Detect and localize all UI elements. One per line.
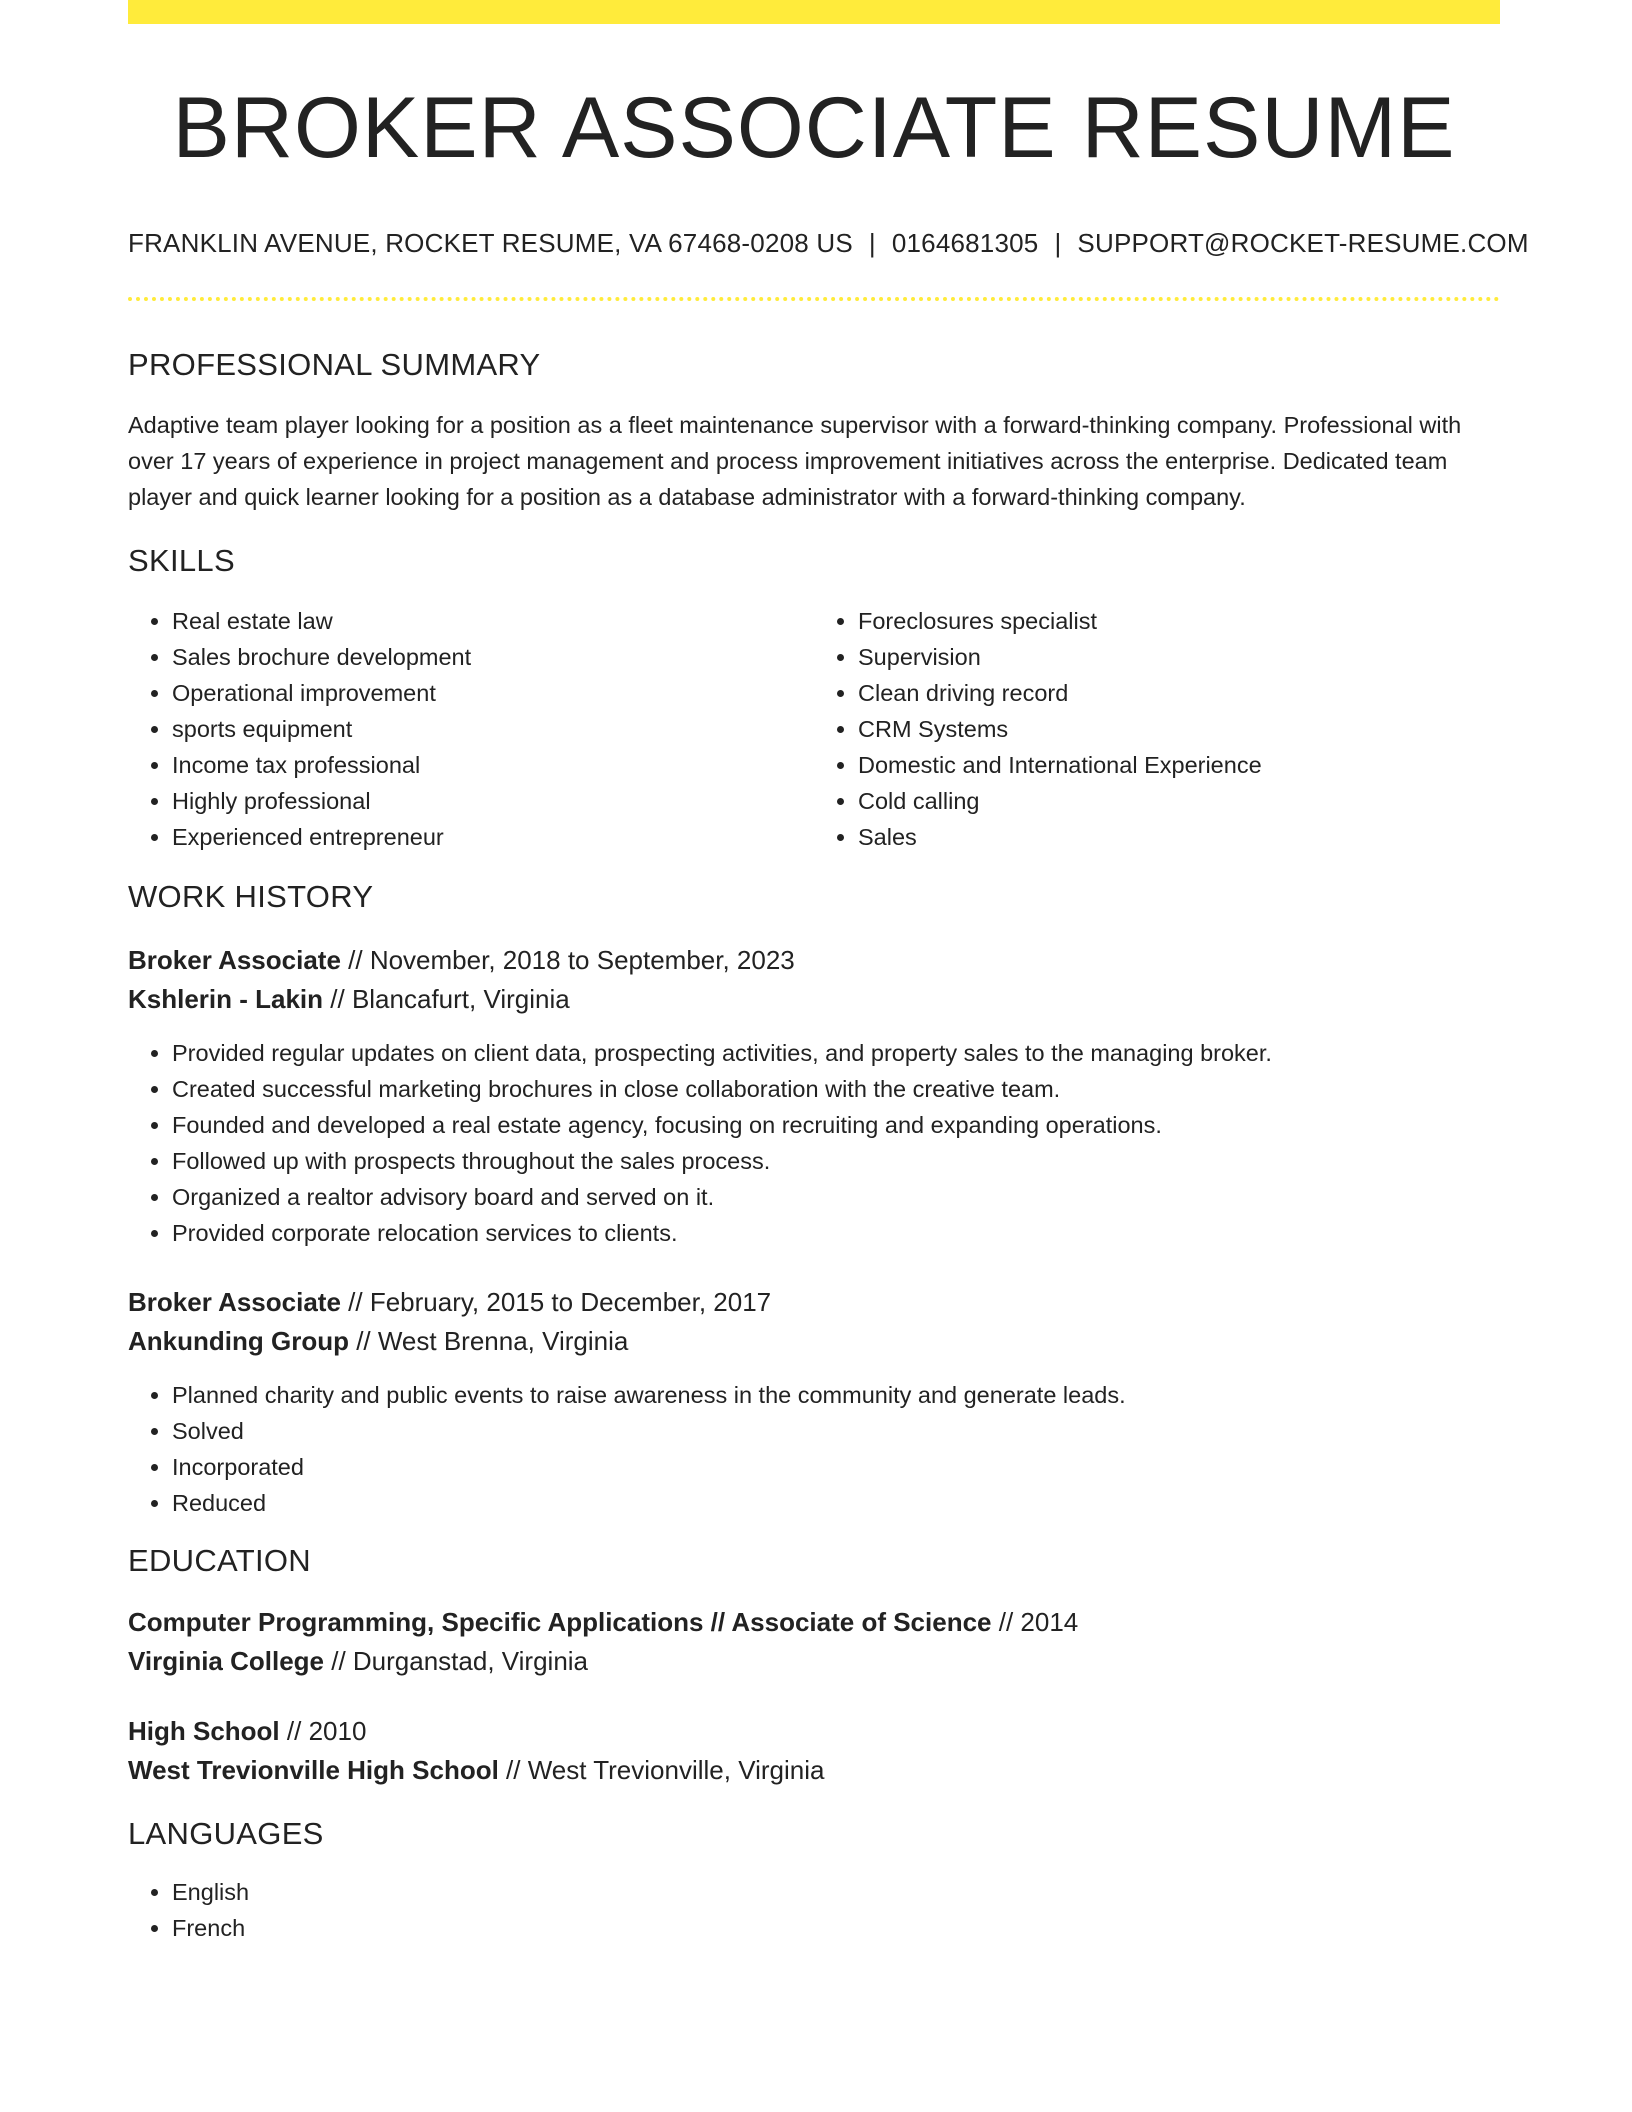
skill-item: • sports equipment	[172, 711, 814, 747]
education-school: Virginia College	[128, 1645, 325, 1676]
education-degree-line	[128, 1712, 1500, 1751]
education-year: // 2014	[991, 1606, 1079, 1637]
skill-item: • Real estate law	[172, 603, 814, 639]
job-company-line	[128, 1322, 1500, 1361]
job-role: Broker Associate	[128, 944, 341, 975]
education-school: West Trevionville High School	[128, 1754, 499, 1785]
skills-columns	[128, 603, 1500, 855]
skill-item: • Supervision	[858, 639, 1500, 675]
skills-heading: SKILLS	[128, 542, 235, 578]
job-bullets	[128, 1035, 1500, 1251]
skill-item: • Sales	[858, 819, 1500, 855]
education-year: // 2010	[279, 1715, 367, 1746]
skills-list-left	[128, 603, 814, 855]
languages-list	[128, 1874, 1500, 1946]
job-header	[128, 1283, 1500, 1361]
contact-separator: |	[1054, 227, 1062, 258]
contact-separator: |	[868, 227, 876, 258]
job-bullet: • Reduced	[172, 1485, 1500, 1521]
job-bullet: • Incorporated	[172, 1449, 1500, 1485]
job-role-line	[128, 1283, 1500, 1322]
skill-item: • Clean driving record	[858, 675, 1500, 711]
job-bullet: • Provided corporate relocation services to clients.	[172, 1215, 1500, 1251]
education-school-line	[128, 1751, 1500, 1790]
work-history-heading: WORK HISTORY	[128, 878, 374, 914]
education-location: // Durganstad, Virginia	[324, 1645, 589, 1676]
job-location: // West Brenna, Virginia	[348, 1325, 629, 1356]
summary-text: Adaptive team player looking for a position as a fleet maintenance supervisor with a forward-thinking company. Professional with over 17 years of experience in project management and process improvement initiatives across the enterprise. Dedicated team player and quick learner looking for a position as a database administrator with a forward-thinking company.	[128, 411, 1462, 510]
job-bullets	[128, 1377, 1500, 1521]
job-bullet: • Provided regular updates on client data, prospecting activities, and property sales to the managing broker.	[172, 1035, 1500, 1071]
accent-top-bar	[128, 0, 1500, 24]
skill-item: • Income tax professional	[172, 747, 814, 783]
education-entry	[128, 1603, 1500, 1681]
skill-item: • Cold calling	[858, 783, 1500, 819]
job-bullet: • Created successful marketing brochures in close collaboration with the creative team.	[172, 1071, 1500, 1107]
job-dates: // February, 2015 to December, 2017	[340, 1286, 772, 1317]
education-heading: EDUCATION	[128, 1542, 311, 1578]
education-school-line	[128, 1642, 1500, 1681]
job-role: Broker Associate	[128, 1286, 341, 1317]
skill-item: • Experienced entrepreneur	[172, 819, 814, 855]
education-degree: High School	[128, 1715, 280, 1746]
education-entry	[128, 1712, 1500, 1790]
education-degree: Computer Programming, Specific Applications // Associate of Science	[128, 1606, 992, 1637]
languages-heading: LANGUAGES	[128, 1815, 324, 1851]
contact-address: FRANKLIN AVENUE, ROCKET RESUME, VA 67468-0208 US	[128, 227, 853, 258]
job-location: // Blancafurt, Virginia	[323, 983, 570, 1014]
education-degree-line	[128, 1603, 1500, 1642]
skill-item: • Operational improvement	[172, 675, 814, 711]
job-bullet: • Followed up with prospects throughout the sales process.	[172, 1143, 1500, 1179]
language-item: • English	[172, 1874, 1500, 1910]
job-bullet: • Planned charity and public events to raise awareness in the community and generate leads.	[172, 1377, 1500, 1413]
resume-title: BROKER ASSOCIATE RESUME	[172, 80, 1456, 176]
contact-email: SUPPORT@ROCKET-RESUME.COM	[1077, 227, 1529, 258]
skills-list-right	[814, 603, 1500, 855]
resume-page	[128, 0, 1529, 1946]
job-bullet: • Solved	[172, 1413, 1500, 1449]
contact-phone: 0164681305	[891, 227, 1039, 258]
language-item: • French	[172, 1910, 1500, 1946]
skill-item: • Sales brochure development	[172, 639, 814, 675]
job-header	[128, 941, 1500, 1019]
job-company: Kshlerin - Lakin	[128, 983, 324, 1014]
job-company-line	[128, 980, 1500, 1019]
dotted-divider	[128, 297, 1500, 301]
skill-item: • Foreclosures specialist	[858, 603, 1500, 639]
job-bullet: • Founded and developed a real estate agency, focusing on recruiting and expanding operations.	[172, 1107, 1500, 1143]
skill-item: • Highly professional	[172, 783, 814, 819]
education-location: // West Trevionville, Virginia	[498, 1754, 825, 1785]
skill-item: • CRM Systems	[858, 711, 1500, 747]
job-bullet: • Organized a realtor advisory board and served on it.	[172, 1179, 1500, 1215]
summary-heading: PROFESSIONAL SUMMARY	[128, 346, 541, 382]
contact-line	[128, 227, 1529, 259]
skill-item: • Domestic and International Experience	[858, 747, 1500, 783]
job-role-line	[128, 941, 1500, 980]
job-dates: // November, 2018 to September, 2023	[340, 944, 795, 975]
job-company: Ankunding Group	[128, 1325, 349, 1356]
